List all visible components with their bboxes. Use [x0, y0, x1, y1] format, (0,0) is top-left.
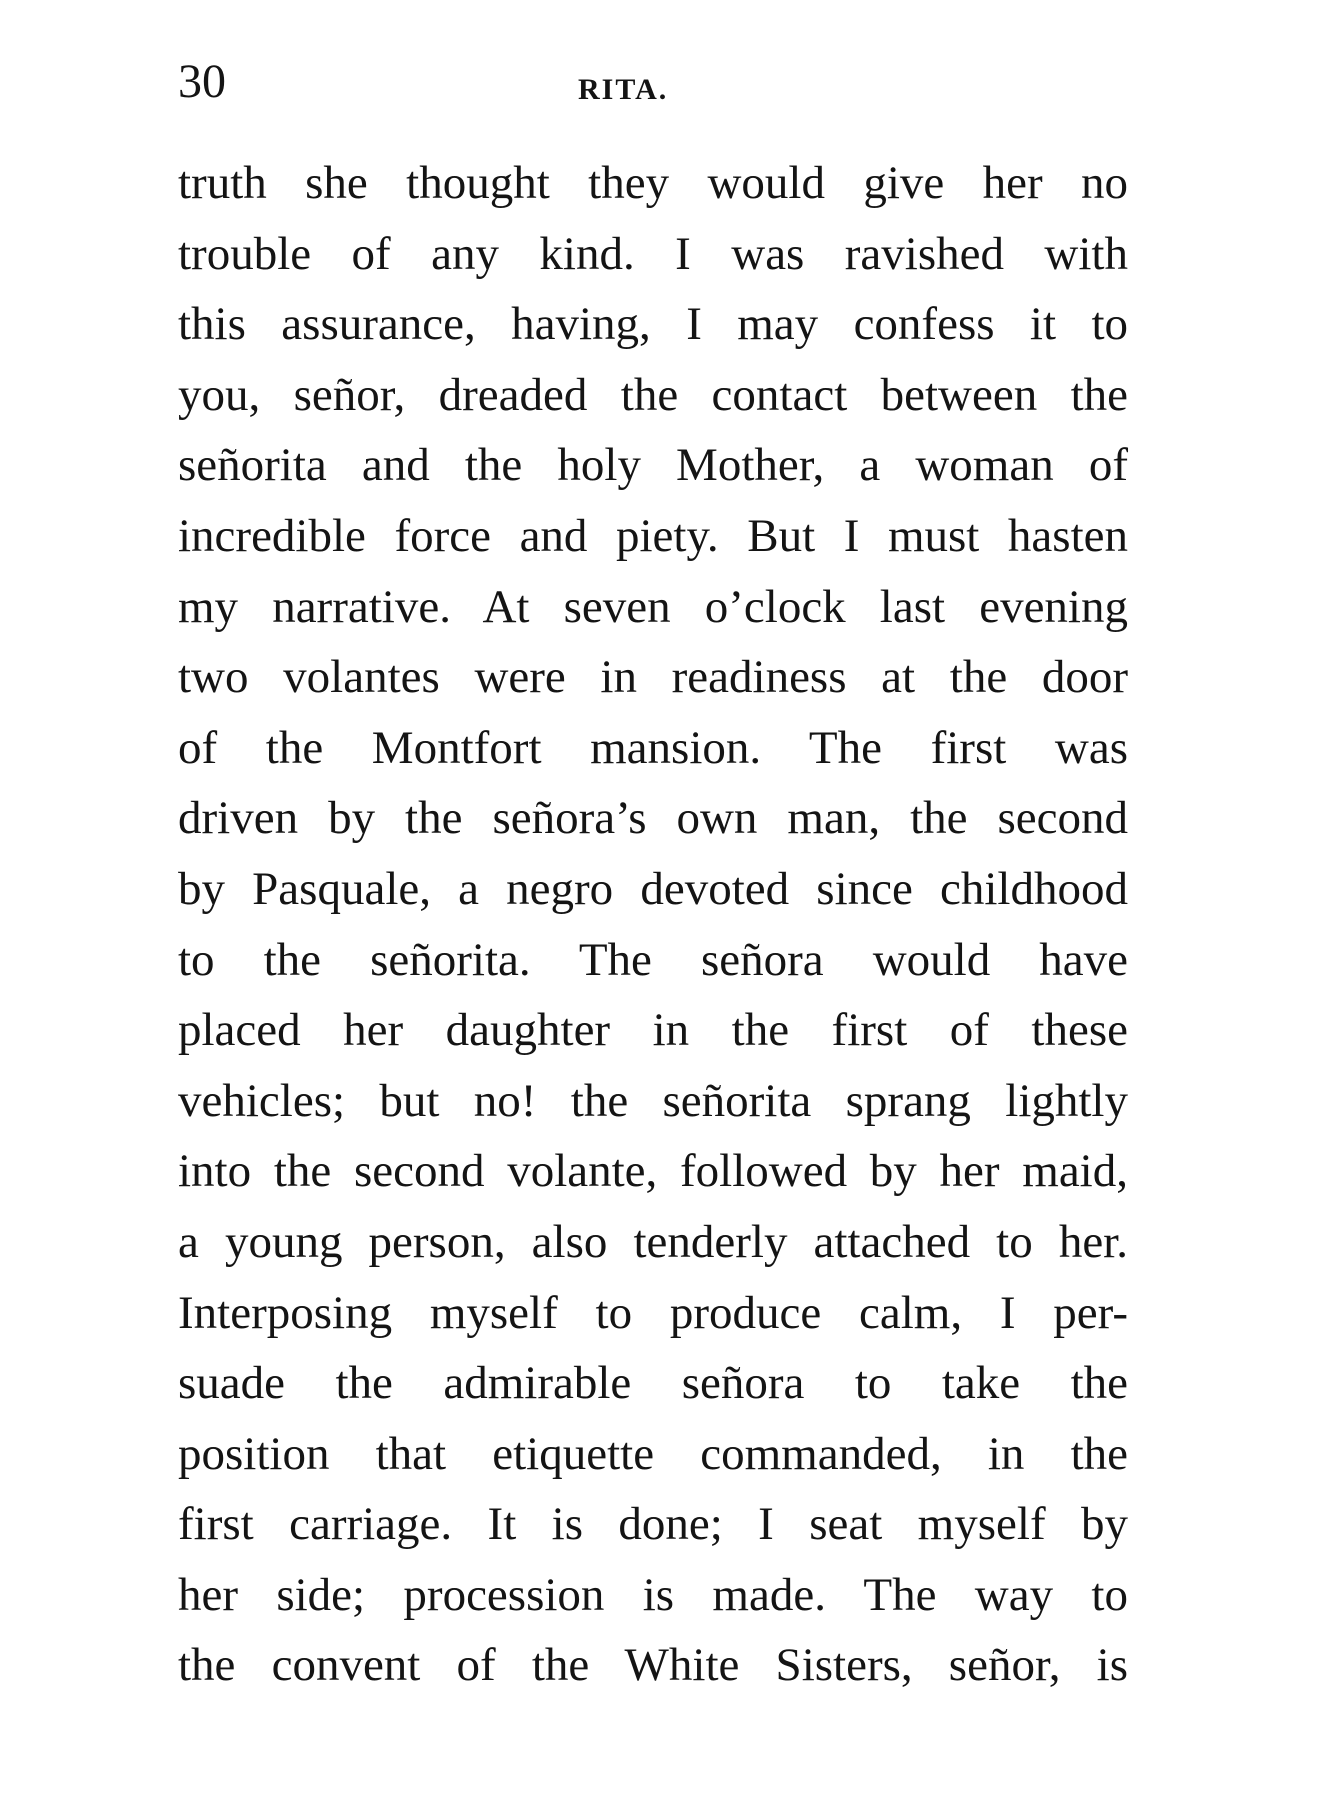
- text-line: the convent of the White Sisters, señor, is: [178, 1639, 1128, 1692]
- text-line: señorita and the holy Mother, a woman of: [178, 439, 1128, 492]
- text-line: vehicles; but no! the señorita sprang lightly: [178, 1074, 1128, 1127]
- text-line: two volantes were in readiness at the door: [178, 651, 1128, 704]
- text-line: driven by the señora’s own man, the second: [178, 792, 1128, 845]
- text-line: trouble of any kind. I was ravished with: [178, 227, 1128, 280]
- text-line: to the señorita. The señora would have: [178, 933, 1128, 986]
- text-line: you, señor, dreaded the contact between the: [178, 368, 1128, 421]
- running-head: [178, 52, 1128, 112]
- body-text: [178, 148, 1128, 1701]
- running-title: RITA.: [578, 73, 669, 106]
- text-line: Interposing myself to produce calm, I per-: [178, 1286, 1128, 1339]
- text-line: incredible force and piety. But I must hasten: [178, 509, 1128, 562]
- text-line: this assurance, having, I may confess it to: [178, 298, 1128, 351]
- page-number: 30: [178, 55, 226, 108]
- text-line: suade the admirable señora to take the: [178, 1357, 1128, 1410]
- text-line: position that etiquette commanded, in the: [178, 1427, 1128, 1480]
- text-line: my narrative. At seven o’clock last evening: [178, 580, 1128, 633]
- text-line: of the Montfort mansion. The first was: [178, 721, 1128, 774]
- text-line: by Pasquale, a negro devoted since childhood: [178, 862, 1128, 915]
- text-line: first carriage. It is done; I seat myself by: [178, 1498, 1128, 1551]
- text-line: into the second volante, followed by her maid,: [178, 1145, 1128, 1198]
- text-line: a young person, also tenderly attached to her.: [178, 1215, 1128, 1268]
- text-line: her side; procession is made. The way to: [178, 1568, 1128, 1621]
- text-line: placed her daughter in the first of these: [178, 1004, 1128, 1057]
- text-line: truth she thought they would give her no: [178, 157, 1128, 209]
